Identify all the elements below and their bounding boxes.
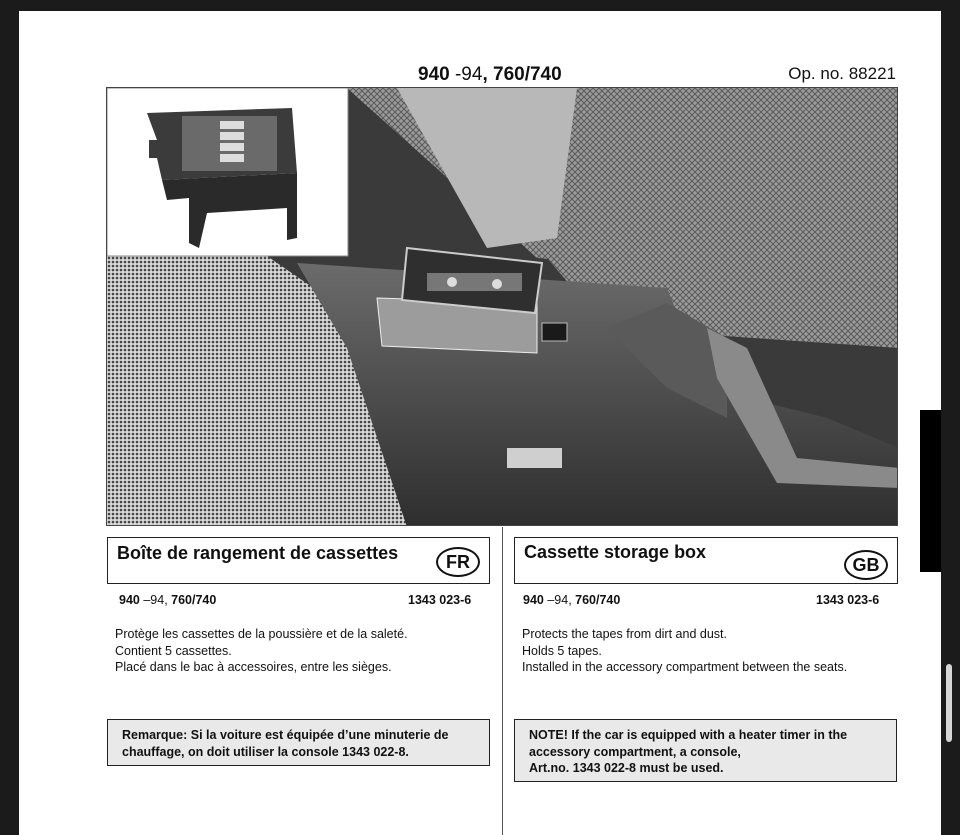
fr-description: Protège les cassettes de la poussière et de la saleté. Contient 5 cassettes. Placé dans le bac à accessoires, entre les sièges. bbox=[115, 627, 408, 674]
gb-title: Cassette storage box bbox=[524, 542, 707, 562]
product-photo bbox=[106, 87, 898, 526]
fr-language-badge: FR bbox=[436, 547, 480, 577]
gb-part-number: 1343 023-6 bbox=[816, 593, 880, 607]
section-tab[interactable] bbox=[920, 410, 941, 572]
fr-models: 940 –94, 760/740 bbox=[119, 593, 217, 607]
model-heading: 940 -94, 760/740 bbox=[418, 64, 562, 85]
column-divider bbox=[502, 527, 503, 835]
gb-note-box: NOTE! If the car is equipped with a heater timer in the accessory compartment, a console, Art.no. 1343 022-8 must be used. bbox=[514, 719, 897, 782]
gb-title-box bbox=[514, 537, 898, 584]
fr-title-box bbox=[107, 537, 490, 584]
gb-description: Protects the tapes from dirt and dust. Holds 5 tapes. Installed in the accessory compartment between the seats. bbox=[522, 627, 848, 674]
fr-note-box: Remarque: Si la voiture est équipée d’une minuterie de chauffage, on doit utiliser la console 1343 022-8. bbox=[107, 719, 490, 766]
scrollbar-thumb[interactable] bbox=[946, 664, 952, 742]
fr-title: Boîte de rangement de cassettes bbox=[117, 543, 399, 563]
gb-language-badge: GB bbox=[844, 550, 888, 580]
fr-part-number: 1343 023-6 bbox=[408, 593, 472, 607]
operation-number: Op. no. 88221 bbox=[788, 64, 896, 83]
gb-models: 940 –94, 760/740 bbox=[523, 593, 621, 607]
